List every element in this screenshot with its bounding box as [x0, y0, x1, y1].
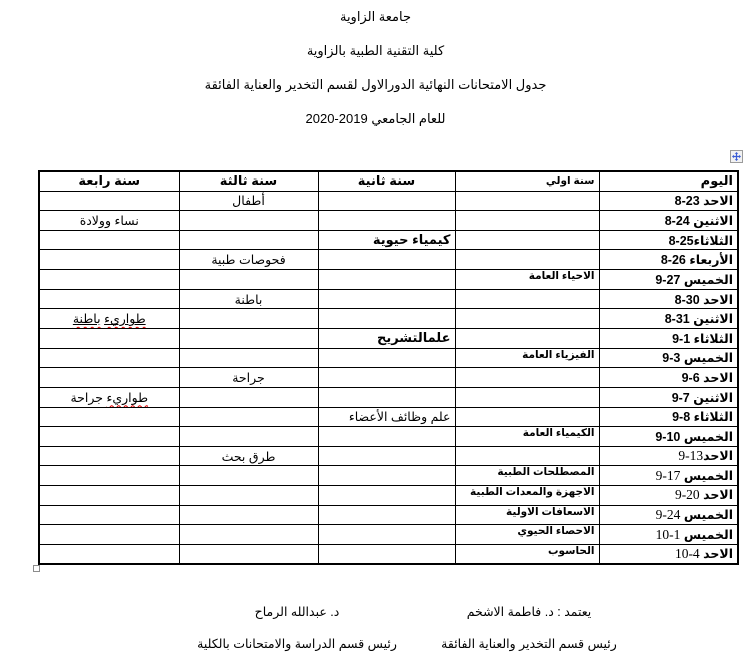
cell-day: [599, 466, 738, 486]
table-row: [39, 309, 738, 329]
day-name: الاحد: [703, 547, 733, 562]
subject-word: جراحة: [70, 390, 107, 405]
day-date: 8-23: [674, 194, 700, 209]
cell-day: [599, 348, 738, 368]
cell-year2: [318, 387, 455, 407]
col-header-year2: سنة ثانية: [318, 171, 455, 191]
day-name: الأربعاء: [689, 253, 733, 268]
cell-year3: [179, 427, 318, 447]
doc-title-university: جامعة الزاوية: [339, 9, 412, 24]
approver-title: رئيس قسم التخدير والعناية الفائقة: [441, 637, 617, 651]
cell-year1: الفيزياء العامة: [455, 348, 599, 368]
table-row: [39, 368, 738, 388]
cell-year2: [318, 427, 455, 447]
cell-year1: [455, 191, 599, 211]
cell-day: [599, 545, 738, 565]
cell-year1: [455, 387, 599, 407]
subject-text: كيمياء حيوية: [372, 232, 451, 248]
signature-block-left: [183, 596, 411, 658]
cell-year3: [179, 525, 318, 545]
cell-year3: [179, 211, 318, 231]
examiner-title: رئيس قسم الدراسة والامتحانات بالكلية: [197, 637, 397, 651]
cell-year3: باطنة: [179, 289, 318, 309]
day-date: 9-3: [662, 351, 681, 366]
cell-year2: [318, 191, 455, 211]
cell-year1: [455, 368, 599, 388]
table-row: [39, 328, 738, 348]
day-name: الخميس: [683, 351, 733, 366]
cell-day: [599, 368, 738, 388]
cell-year4: نساء وولادة: [39, 211, 179, 231]
table-row: [39, 486, 738, 506]
day-name: الخميس: [683, 430, 733, 444]
table-move-handle[interactable]: [730, 150, 743, 163]
table-row: [39, 505, 738, 525]
subject-word-underline: [104, 312, 146, 326]
day-name: الاحد: [703, 194, 733, 209]
cell-year4: [39, 289, 179, 309]
cell-year2: [318, 309, 455, 329]
cell-year4: [39, 368, 179, 388]
cell-year4: [39, 328, 179, 348]
cell-year3: [179, 309, 318, 329]
cell-year4: [39, 309, 179, 329]
cell-year4: [39, 446, 179, 466]
cell-day: [599, 230, 738, 250]
cell-year1: [455, 289, 599, 309]
day-date: 9-7: [671, 390, 690, 405]
cell-year3: فحوصات طبية: [179, 250, 318, 270]
day-date: 9-27: [655, 272, 681, 287]
table-row: [39, 211, 738, 231]
col-header-year4: سنة رابعة: [39, 171, 179, 191]
day-date: 8-30: [674, 292, 700, 307]
cell-year3: [179, 328, 318, 348]
cell-day: [599, 407, 738, 427]
cell-day: [599, 211, 738, 231]
cell-year2: [318, 211, 455, 231]
table-row: [39, 250, 738, 270]
cell-year1: المصطلحات الطبية: [455, 466, 599, 486]
cell-day: [599, 387, 738, 407]
day-name: الاحد: [703, 488, 733, 503]
day-date: 8-26: [660, 253, 686, 268]
table-resize-handle[interactable]: [33, 565, 40, 572]
table-row: [39, 348, 738, 368]
table-row: [39, 466, 738, 486]
cell-year4: [39, 387, 179, 407]
cell-day: [599, 525, 738, 545]
table-row: [39, 525, 738, 545]
cell-year1: الاجهزة والمعدات الطبية: [455, 486, 599, 506]
day-date: 8-31: [664, 312, 690, 327]
day-name: الاحد: [703, 449, 733, 464]
day-name: الخميس: [683, 272, 733, 287]
subject-word: طواريء: [106, 390, 149, 405]
cell-year3: أطفال: [179, 191, 318, 211]
day-date: 9-6: [681, 371, 700, 386]
day-date: 9-1: [672, 331, 691, 346]
cell-year3: [179, 270, 318, 290]
cell-year1: [455, 328, 599, 348]
table-row: [39, 230, 738, 250]
cell-day: [599, 505, 738, 525]
cell-day: [599, 250, 738, 270]
document-header: [0, 0, 751, 136]
cell-year2: [318, 289, 455, 309]
move-arrows-icon: [732, 152, 741, 161]
day-name: الخميس: [683, 508, 733, 523]
doc-title-college: كلية التقنية الطبية بالزاوية: [306, 43, 445, 58]
day-date: 9-13: [678, 448, 704, 464]
doc-title-academic-year: [0, 102, 751, 136]
subject-text: علم وظائف الأعضاء: [348, 410, 451, 425]
cell-day: [599, 270, 738, 290]
cell-year1: [455, 407, 599, 427]
cell-day: [599, 427, 738, 447]
academic-year-range: 2020-2019: [305, 111, 368, 126]
cell-year3: [179, 486, 318, 506]
cell-year2: [318, 368, 455, 388]
cell-year3: [179, 407, 318, 427]
day-date: 10-1: [655, 526, 681, 542]
day-date: 9-8: [672, 410, 691, 425]
doc-title-schedule: جدول الامتحانات النهائية الدورالاول لقسم التخدير والعناية الفائقة: [204, 77, 547, 92]
cell-year2: [318, 466, 455, 486]
col-header-year1: سنة اولي: [455, 171, 599, 191]
approver-name: يعتمد : د. فاطمة الاشخم: [466, 605, 592, 619]
subject-word-underline: [73, 312, 101, 326]
subject-word: طواريء: [104, 312, 146, 327]
table-row: [39, 545, 738, 565]
cell-year4: [39, 230, 179, 250]
cell-year3: طرق بحث: [179, 446, 318, 466]
cell-day: [599, 328, 738, 348]
day-name: الخميس: [683, 527, 733, 542]
day-date: 9-20: [674, 487, 700, 503]
signature-block-right: [423, 596, 635, 658]
cell-year1: الاحصاء الحيوي: [455, 525, 599, 545]
cell-year4: [39, 427, 179, 447]
cell-year2: [318, 328, 455, 348]
day-name: الاحد: [703, 292, 733, 307]
cell-year2: [318, 270, 455, 290]
table-header-row: [39, 171, 738, 191]
cell-year4: [39, 486, 179, 506]
cell-year4: [39, 466, 179, 486]
cell-year1: [455, 211, 599, 231]
cell-year3: [179, 348, 318, 368]
day-date: 9-17: [655, 467, 681, 483]
cell-day: [599, 289, 738, 309]
cell-year2: [318, 250, 455, 270]
day-name: الثلاثاء: [693, 331, 733, 346]
cell-year1: [455, 309, 599, 329]
cell-year4: [39, 191, 179, 211]
cell-year4: [39, 407, 179, 427]
subject-text: علمالتشريح: [376, 330, 451, 346]
cell-year1: الاحياء العامة: [455, 270, 599, 290]
cell-year4: [39, 250, 179, 270]
day-name: الخميس: [683, 468, 733, 483]
day-name: الاثنين: [693, 213, 733, 228]
cell-year3: [179, 466, 318, 486]
cell-year1: الاسعافات الاولية: [455, 505, 599, 525]
cell-year1: [455, 230, 599, 250]
cell-year1: [455, 446, 599, 466]
col-header-day: اليوم: [599, 171, 738, 191]
day-name: الثلاثاء: [693, 410, 733, 425]
day-date: 8-24: [664, 213, 690, 228]
day-date: 9-10: [655, 430, 681, 444]
table-row: [39, 407, 738, 427]
cell-day: [599, 191, 738, 211]
day-date: 9-24: [655, 507, 681, 523]
table-row: [39, 289, 738, 309]
day-date: 10-4: [674, 546, 700, 562]
day-name: الاثنين: [693, 312, 733, 327]
col-header-year3: سنة ثالثة: [179, 171, 318, 191]
table-row: [39, 191, 738, 211]
table-row: [39, 270, 738, 290]
cell-day: [599, 446, 738, 466]
cell-year3: [179, 230, 318, 250]
cell-day: [599, 309, 738, 329]
cell-year2: [318, 525, 455, 545]
cell-year2: [318, 486, 455, 506]
examiner-name: د. عبدالله الرماح: [254, 605, 340, 619]
cell-year2: [318, 545, 455, 565]
cell-year4: [39, 348, 179, 368]
academic-year-label: للعام الجامعي: [371, 111, 446, 126]
cell-year4: [39, 525, 179, 545]
cell-year4: [39, 505, 179, 525]
cell-year1: الحاسوب: [455, 545, 599, 565]
subject-word: باطنة: [72, 312, 101, 327]
cell-year3: جراحة: [179, 368, 318, 388]
cell-year4: [39, 270, 179, 290]
day-name: الاثنين: [693, 390, 733, 405]
cell-year3: [179, 505, 318, 525]
cell-day: [599, 486, 738, 506]
cell-year1: الكيمياء العامة: [455, 427, 599, 447]
cell-year2: [318, 407, 455, 427]
cell-year2: [318, 348, 455, 368]
cell-year1: [455, 250, 599, 270]
cell-year2: [318, 446, 455, 466]
cell-year3: [179, 387, 318, 407]
table-row: [39, 427, 738, 447]
exam-schedule-table: [38, 170, 739, 565]
cell-year2: [318, 230, 455, 250]
table-row: [39, 387, 738, 407]
cell-year3: [179, 545, 318, 565]
cell-year2: [318, 505, 455, 525]
table-row: [39, 446, 738, 466]
day-name: الثلاثاء: [693, 233, 733, 248]
day-name: الاحد: [703, 371, 733, 386]
day-date: 8-25: [668, 233, 694, 248]
cell-year4: [39, 545, 179, 565]
